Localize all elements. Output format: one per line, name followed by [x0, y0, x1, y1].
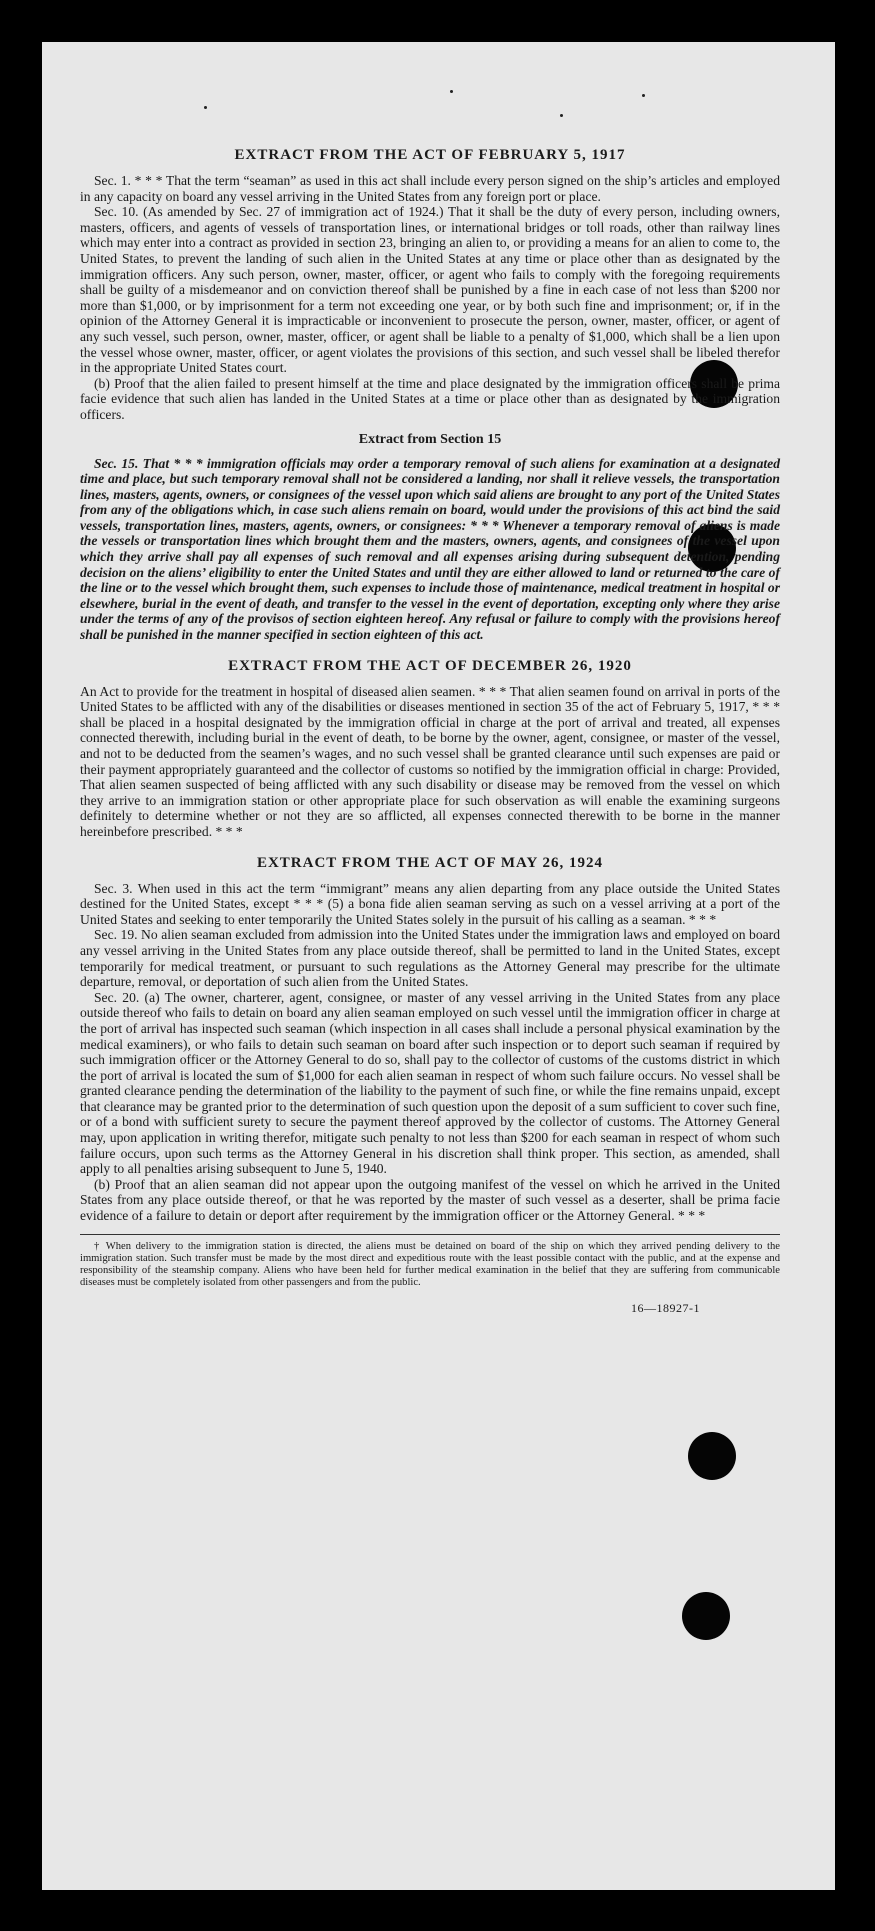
form-number: 16—18927-1 — [631, 1301, 700, 1316]
speck-mark — [560, 114, 563, 117]
paragraph: Sec. 10. (As amended by Sec. 27 of immigration act of 1924.) That it shall be the duty of every person, including owners, masters, officers, and agents of vessels of transportation lines, or international bridges or toll roads, other than railway lines which may enter into a contract as provided in section 23, bringing an alien to, or providing a means for an alien to come to, the United States, to prevent the landing of such alien in the United States at any time or place other than as designated by the immigration officers. Any such person, owner, master, officer, or agent who fails to comply with the foregoing requirements shall be guilty of a misdemeanor and on conviction thereof shall be punished by a fine in each case of not less than $200 nor more than $1,000, or by imprisonment for a term not exceeding one year, or by both such fine and imprisonment; or, if in the opinion of the Attorney General it is impracticable or inconvenient to prosecute the person, owner, master, officer, or agent of any such vessel, such person, owner, master, officer, or agent shall be liable to a penalty of $1,000, which shall be a lien upon the vessel whose owner, master, officer, or agent violates the provisions of this section, and such vessel shall be libeled therefor in the appropriate United States court. — [80, 204, 780, 376]
paragraph: Sec. 15. That * * * immigration officials may order a temporary removal of such aliens for examination at a designated time and place, but such temporary removal shall not be considered a landing, nor shall it relieve vessels, the transportation lines, masters, agents, owners, or consignees of the vessel upon which said aliens are brought to any port of the United States from any of the obligations which, in case such aliens remain on board, would under the provisions of this act bind the said vessels, transportation lines, masters, agents, owners, or consignees: * * * Whenever a temporary removal of aliens is made the vessels or transportation lines which brought them and the masters, owners, agents, and consignees of the vessel upon which they arrive shall pay all expenses of such removal and all expenses arising during subsequent detention, pending decision on the aliens’ eligibility to enter the United States and until they are either allowed to land or returned to the care of the line or to the vessel which brought them, such expenses to include those of maintenance, medical treatment in hospital or elsewhere, burial in the event of death, and transfer to the vessel in the event of deportation, excepting only where they arise under the terms of any of the provisos of section eighteen hereof. Any refusal or failure to comply with the provisions hereof shall be punished in the manner specified in section eighteen of this act. — [80, 455, 780, 643]
paragraph: Sec. 19. No alien seaman excluded from admission into the United States under the immigration laws and employed on board any vessel arriving in the United States from any place outside thereof, shall be permitted to land in the United States, except temporarily for medical treatment, or pursuant to such regulations as the Attorney General may prescribe for the ultimate departure, removal, or deportation of such alien from the United States. — [80, 927, 780, 990]
footnote-text: † When delivery to the immigration station is directed, the aliens must be detained on board of the ship on which they arrived pending delivery to the immigration station. Such transfer must be made by the most direct and expeditious route with the least possible contact with the public, and at the expense and responsibility of the steamship company. Aliens who have been held for further medical examination in the belief that they are suffering from communicable diseases must be completely isolated from other passengers and from the public. — [80, 1240, 780, 1289]
document-text — [80, 146, 780, 1317]
section-heading: EXTRACT FROM THE ACT OF DECEMBER 26, 1920 — [228, 657, 632, 674]
speck-mark — [204, 106, 207, 109]
section-1917 — [80, 146, 780, 423]
section-1920 — [80, 657, 780, 840]
speck-mark — [642, 94, 645, 97]
paragraph: (b) Proof that an alien seaman did not appear upon the outgoing manifest of the vessel on which he arrived in the United States from any place outside thereof, or that he was reported by the master of such vessel as a deserter, shall be prima facie evidence of a failure to detain or deport after requirement by the immigration officer or the Attorney General. * * * — [80, 1176, 780, 1224]
section-15 — [80, 432, 780, 643]
paragraph: Sec. 3. When used in this act the term “immigrant” means any alien departing from any place outside the United States destined for the United States, except * * * (5) a bona fide alien seaman serving as such on a vessel arriving at a port of the United States and seeking to enter temporarily the United States solely in the pursuit of his calling as a seaman. * * * — [80, 880, 780, 927]
footnote — [80, 1241, 780, 1290]
paragraph: Sec. 1. * * * That the term “seaman” as used in this act shall include every person signed on the ship’s articles and employed in any capacity on board any vessel arriving in the United States from any foreign port or place. — [80, 173, 780, 204]
speck-mark — [450, 90, 453, 93]
section-heading: EXTRACT FROM THE ACT OF FEBRUARY 5, 1917 — [234, 147, 626, 163]
paragraph: Sec. 20. (a) The owner, charterer, agent, consignee, or master of any vessel arriving in the United States from any place outside thereof who fails to detain on board any alien seaman employed on such vessel until the immigration officer in charge at the port of arrival has inspected such seaman (which inspection in all cases shall include a personal physical examination by the medical examiners), or who fails to detain such seaman on board after such inspection or to deport such seaman if required by such immigration officer or the Attorney General to do so, shall pay to the collector of customs of the customs district in which the port of arrival is located the sum of $1,000 for each alien seaman in respect of whom such failure occurs. No vessel shall be granted clearance pending the determination of the liability to the payment of such fine, or while the fine remains unpaid, except that clearance may be granted prior to the determination of such question upon the deposit of a sum sufficient to cover such fine, or of a bond with sufficient surety to secure the payment thereof approved by the collector of customs. The Attorney General may, upon application in writing therefor, mitigate such penalty to not less than $200 for each seaman in respect of whom such failure occurs, upon such terms as the Attorney General in his discretion shall think proper. This section, as amended, shall apply to all penalties arising subsequent to June 5, 1940. — [80, 989, 780, 1177]
paragraph: (b) Proof that the alien failed to present himself at the time and place designated by the immigration officers shall be prima facie evidence that such alien has landed in the United States at a time or place other than as designated by the immigration officers. — [80, 375, 780, 422]
section-heading: EXTRACT FROM THE ACT OF MAY 26, 1924 — [256, 854, 604, 871]
paragraph: An Act to provide for the treatment in hospital of diseased alien seamen. * * * That alien seamen found on arrival in ports of the United States to be afflicted with any of the disabilities or diseases mentioned in section 35 of the act of February 5, 1917, * * * shall be placed in a hospital designated by the immigration official in charge at the port of arrival and treated, all expenses connected therewith, including burial in the event of death, to be borne by the owner, agent, consignee, or master of the vessel, and not to be deducted from the seamen’s wages, and no such vessel shall be granted clearance until such expenses are paid or their payment appropriately guaranteed and the collector of customs so notified by the immigration official in charge: Provided, That alien seamen suspected of being afflicted with any such disability or disease may be removed from the vessel on which they arrive to an immigration station or other appropriate place for such observation as will enable the examining surgeons definitely to determine whether or not they are so afflicted, all expenses connected therewith to be borne in the manner hereinbefore prescribed. * * * — [80, 683, 780, 839]
punch-hole-3 — [688, 1432, 736, 1480]
footnote-divider — [80, 1234, 780, 1235]
punch-hole-4 — [682, 1592, 730, 1640]
section-heading: Extract from Section 15 — [358, 431, 502, 447]
document-page — [42, 42, 835, 1890]
section-1924 — [80, 854, 780, 1224]
